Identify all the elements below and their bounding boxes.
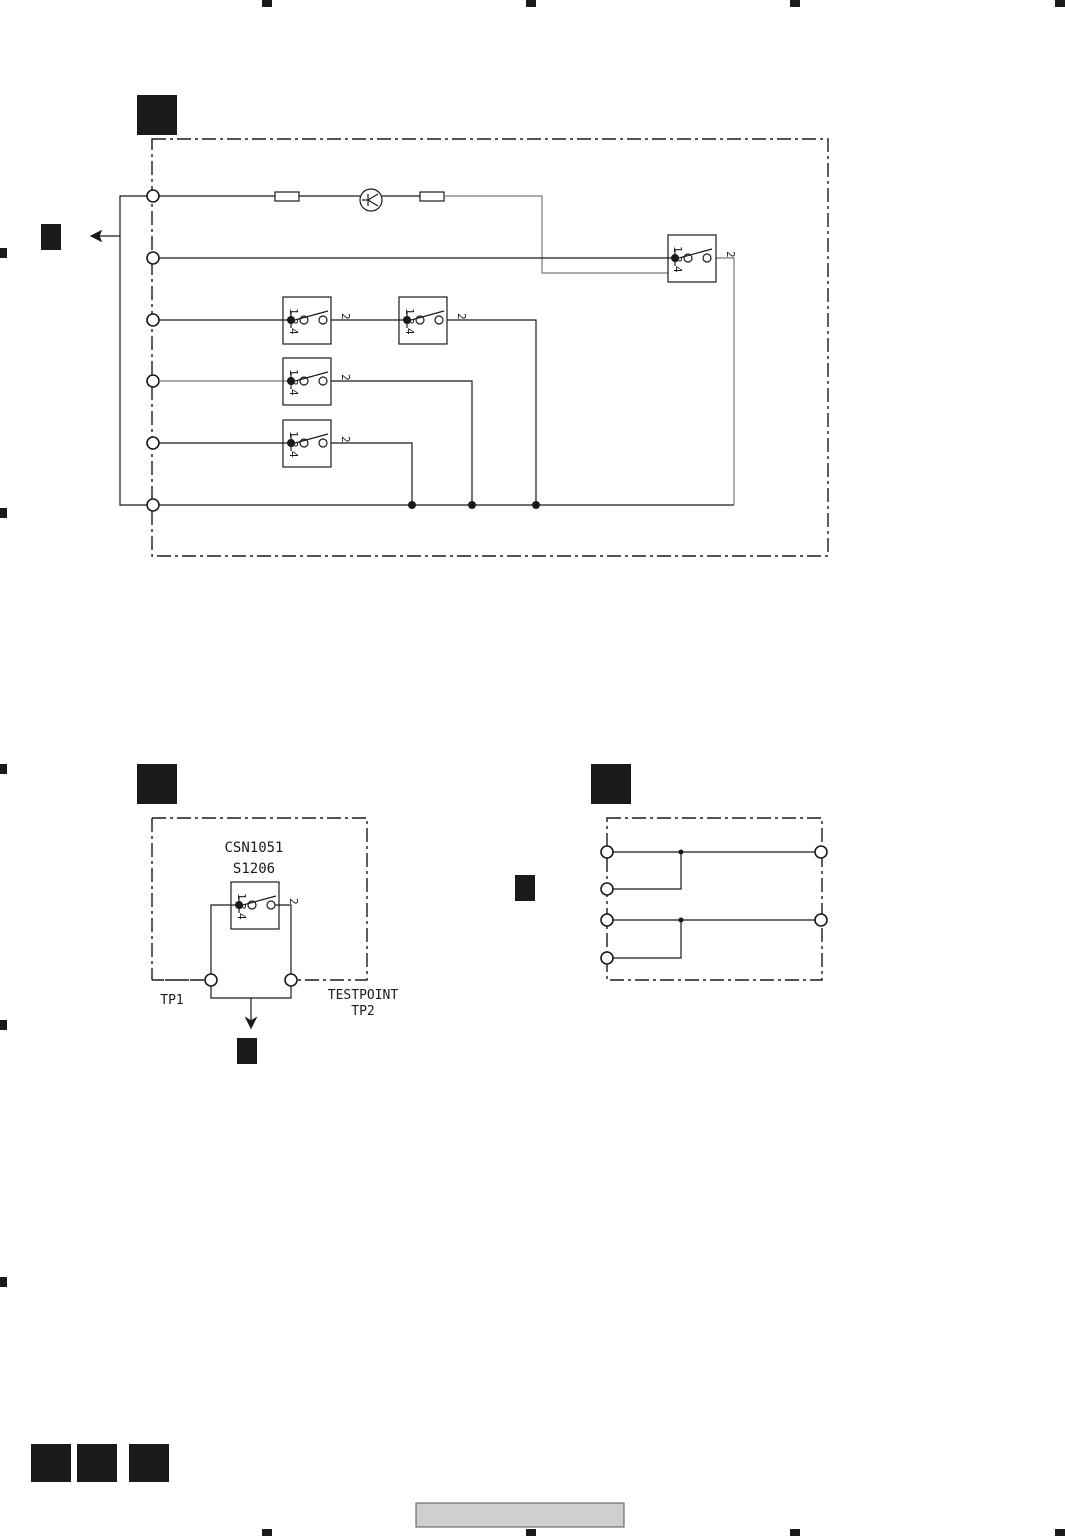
- pin-number: 1: [287, 431, 300, 438]
- part-number-label: CSN1051: [224, 840, 284, 856]
- diagram-a-output-arrow: [91, 231, 101, 241]
- pin-number: 4: [235, 913, 248, 920]
- diagram-c-connector-pins: [601, 846, 827, 964]
- tp2-label: TP2: [351, 1004, 375, 1019]
- diagram-a-output-target-badge: [41, 224, 61, 250]
- pin-number: 3: [287, 318, 300, 325]
- pin-number: 4: [287, 389, 300, 396]
- tp1-label: TP1: [160, 993, 184, 1008]
- testpoint-tp1: [205, 974, 217, 986]
- pin-number: 2: [724, 251, 737, 258]
- diagram-c-block-badge: [591, 764, 631, 804]
- pin-number: 3: [287, 379, 300, 386]
- pin-number: 4: [403, 328, 416, 335]
- testpoint-label: TESTPOINT: [327, 988, 399, 1003]
- resistor-1: [275, 192, 299, 201]
- pin-number: 2: [287, 898, 300, 905]
- diagram-a-frame: [152, 139, 828, 556]
- pin-number: 2: [339, 374, 352, 381]
- pin-number: 4: [287, 451, 300, 458]
- diagram-c: [515, 764, 827, 980]
- diagram-a-pin-numbers: [287, 246, 737, 458]
- diagram-b-block-badge: [137, 764, 177, 804]
- diagram-b: [137, 764, 367, 1064]
- diagram-a-block-badge: [137, 95, 177, 135]
- diagram-a-connector-pins: [147, 190, 159, 511]
- diagram-a: [41, 95, 828, 556]
- diagram-a-output-bus: [96, 196, 147, 505]
- pin-number: 1: [403, 308, 416, 315]
- testpoint-tp2: [285, 974, 297, 986]
- pin-number: 2: [455, 313, 468, 320]
- pin-number: 1: [287, 369, 300, 376]
- diagram-c-frame: [607, 818, 822, 980]
- footer-bar: [416, 1503, 624, 1527]
- pin-number: 3: [671, 256, 684, 263]
- diagram-c-side-badge: [515, 875, 535, 901]
- pin-number: 1: [287, 308, 300, 315]
- pin-number: 1: [671, 246, 684, 253]
- pin-number: 4: [287, 328, 300, 335]
- diagram-b-output-target-badge: [237, 1038, 257, 1064]
- pin-number: 4: [671, 266, 684, 273]
- resistor-2: [420, 192, 444, 201]
- pin-number: 1: [235, 893, 248, 900]
- switch-ref-label: S1206: [232, 861, 276, 877]
- pin-number: 3: [287, 441, 300, 448]
- pin-number: 2: [339, 436, 352, 443]
- led-symbol: [360, 189, 382, 211]
- pin-number: 3: [235, 903, 248, 910]
- pin-number: 2: [339, 313, 352, 320]
- footer-page-badges: [31, 1444, 169, 1482]
- pin-number: 3: [403, 318, 416, 325]
